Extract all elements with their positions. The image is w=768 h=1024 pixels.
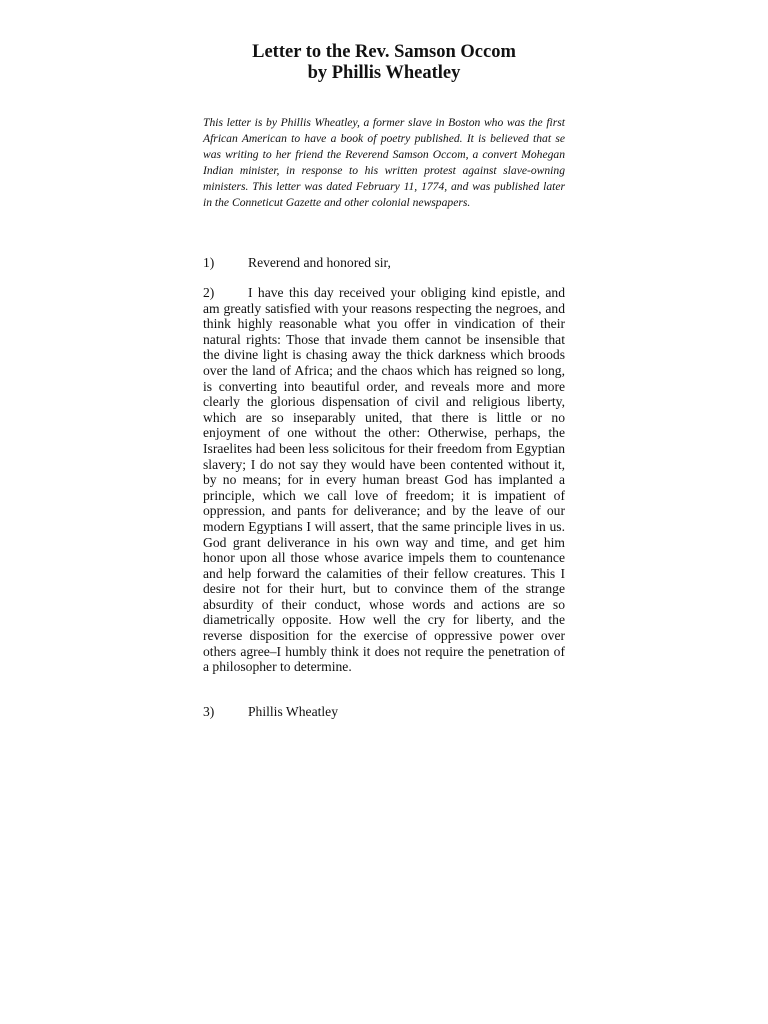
paragraph-number: 3): [203, 704, 215, 719]
signature-text: Phillis Wheatley: [248, 704, 338, 719]
paragraph-number: 2): [203, 285, 215, 300]
title-line-1: Letter to the Rev. Samson Occom: [252, 42, 516, 62]
paragraph-2: [203, 285, 565, 675]
paragraph-text: I have this day received your obliging kind epistle, and am greatly satisfied with your reasons respecting the negroes, and think highly reasonable what you offer in vindication of their natural rights: Those that invade them cannot be insensible that the divine light is chasing away the thick darkness which broods over the land of Africa; and the chaos which has reigned so long, is converting into beautiful order, and reveals more and more clearly the glorious dispensation of civil and religious liberty, which are so inseparably united, that there is little or no enjoyment of one without the other: Otherwise, perhaps, the Israelites had been less solicitous for their freedom from Egyptian slavery; I do not say they would have been contented without it, by no means; for in every human breast God has implanted a principle, which we call love of freedom; it is impatient of oppression, and pants for deliverance; and by the leave of our modern Egyptians I will assert, that the same principle lives in us. God grant deliverance in his own way and time, and get him honor upon all those whose avarice impels them to countenance and help forward the calamities of their fellow creatures. This I desire not for their hurt, but to convince them of the strange absurdity of their conduct, whose words and actions are so diametrically opposite. How well the cry for liberty, and the reverse disposition for the exercise of oppressive power over others agree–I humbly think it does not require the penetration of a philosopher to determine.: [203, 285, 565, 675]
paragraph-3: [203, 704, 565, 720]
title-line-2: by Phillis Wheatley: [307, 63, 461, 83]
paragraph-1: [203, 255, 565, 271]
paragraph-text: Reverend and honored sir,: [248, 255, 391, 270]
document-title: [0, 42, 768, 84]
intro-paragraph: This letter is by Phillis Wheatley, a former slave in Boston who was the first African American to have a book of poetry published. It is believed that se was writing to her friend the Reverend Samson Occom, a convert Mohegan Indian minister, in response to his written protest against slave-owning ministers. This letter was dated February 11, 1774, and was published later in the Conneticut Gazette and other colonial newspapers.: [203, 116, 565, 209]
paragraph-number: 1): [203, 255, 215, 270]
